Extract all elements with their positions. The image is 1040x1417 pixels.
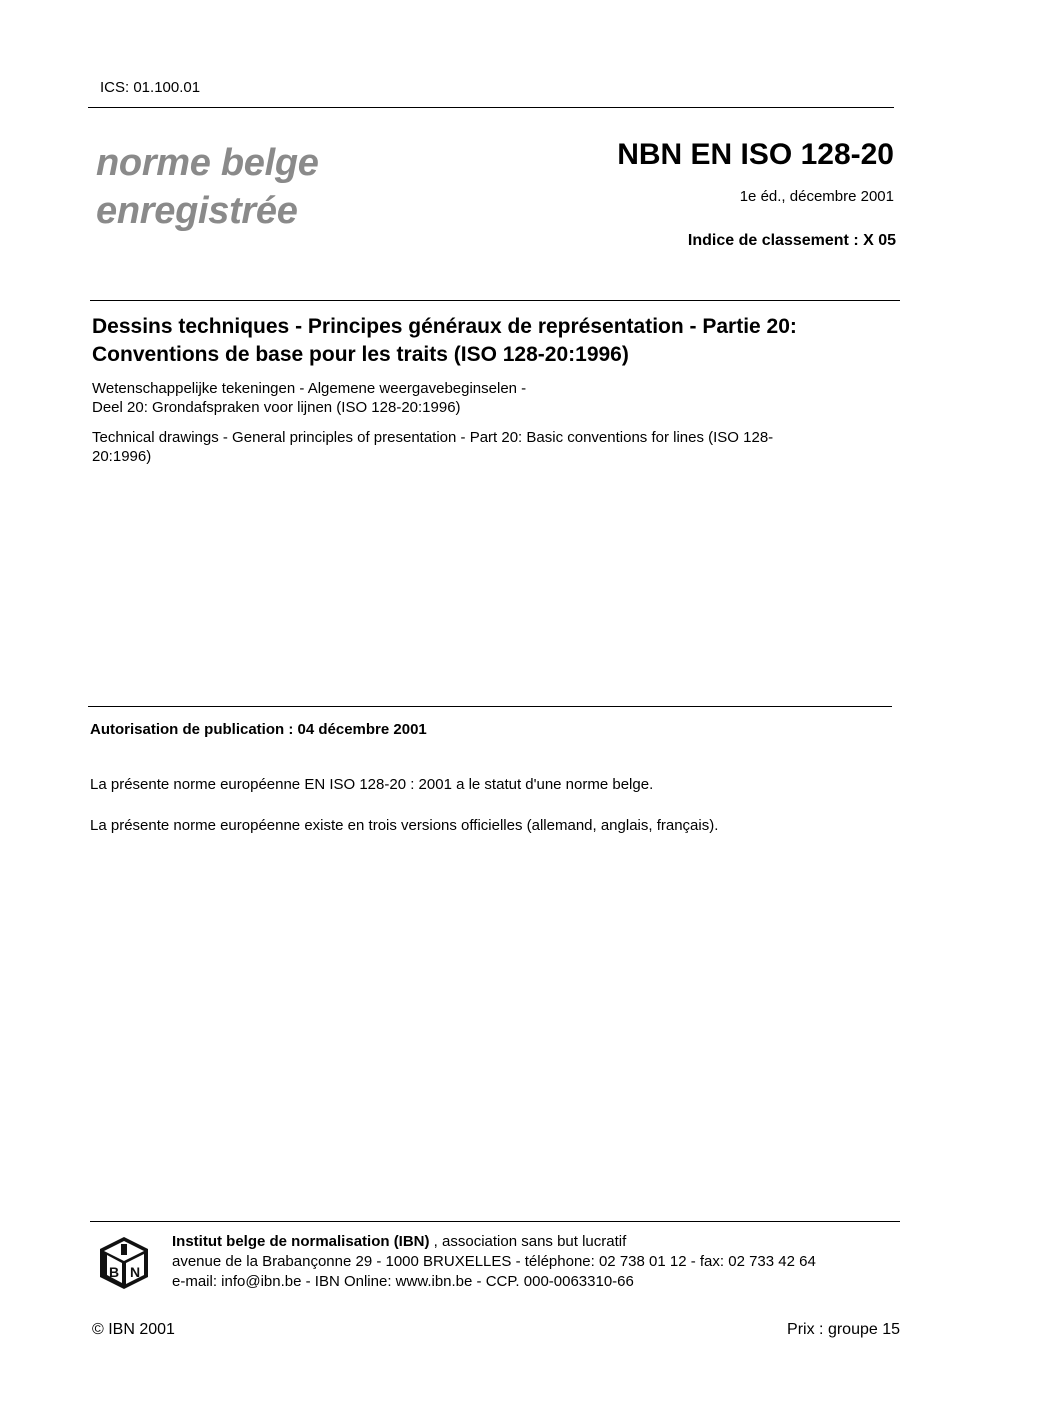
price-group: Prix : groupe 15 xyxy=(787,1321,900,1338)
ibn-cube-logo-icon xyxy=(98,1235,150,1291)
institute-suffix: , association sans but lucratif xyxy=(429,1233,627,1250)
tagline-line1: norme belge xyxy=(96,142,319,184)
tagline xyxy=(96,139,319,235)
title-rule xyxy=(90,300,900,301)
standard-number: NBN EN ISO 128-20 xyxy=(617,138,894,171)
title-french xyxy=(92,313,922,369)
svg-text:B: B xyxy=(108,1264,120,1280)
title-dutch-line2: Deel 20: Grondafspraken voor lijnen (ISO 128-20:1996) xyxy=(92,399,461,416)
title-english-line1: Technical drawings - General principles of presentation - Part 20: Basic conventions for lines (ISO 128- xyxy=(92,429,774,446)
title-english xyxy=(92,428,872,466)
title-english-line2: 20:1996) xyxy=(92,448,152,465)
institute-line xyxy=(172,1232,816,1252)
institute-address: avenue de la Brabançonne 29 - 1000 BRUXELLES - téléphone: 02 738 01 12 - fax: 02 733 42 64 xyxy=(172,1253,816,1270)
title-dutch xyxy=(92,379,892,417)
status-paragraph: La présente norme européenne EN ISO 128-20 : 2001 a le statut d'une norme belge. xyxy=(90,776,654,793)
classification-index: Indice de classement : X 05 xyxy=(687,232,896,249)
footer-rule xyxy=(90,1221,900,1222)
edition: 1e éd., décembre 2001 xyxy=(739,188,894,205)
institute-name: Institut belge de normalisation (IBN) xyxy=(172,1233,430,1250)
publication-authorisation: Autorisation de publication : 04 décembre 2001 xyxy=(90,721,427,738)
title-french-line2: Conventions de base pour les traits (ISO 128-20:1996) xyxy=(92,343,629,366)
body-rule xyxy=(88,706,892,707)
tagline-line2: enregistrée xyxy=(96,190,298,232)
versions-paragraph: La présente norme européenne existe en trois versions officielles (allemand, anglais, français). xyxy=(90,817,719,834)
institute-contact: e-mail: info@ibn.be - IBN Online: www.ibn.be - CCP. 000-0063310-66 xyxy=(172,1273,634,1290)
institute-block xyxy=(172,1232,816,1292)
copyright: © IBN 2001 xyxy=(92,1321,175,1338)
ics-code: ICS: 01.100.01 xyxy=(100,79,201,96)
top-rule xyxy=(88,107,894,108)
svg-text:N: N xyxy=(129,1264,141,1280)
title-french-line1: Dessins techniques - Principes généraux de représentation - Partie 20: xyxy=(92,315,797,338)
title-dutch-line1: Wetenschappelijke tekeningen - Algemene weergavebeginselen - xyxy=(92,380,527,397)
